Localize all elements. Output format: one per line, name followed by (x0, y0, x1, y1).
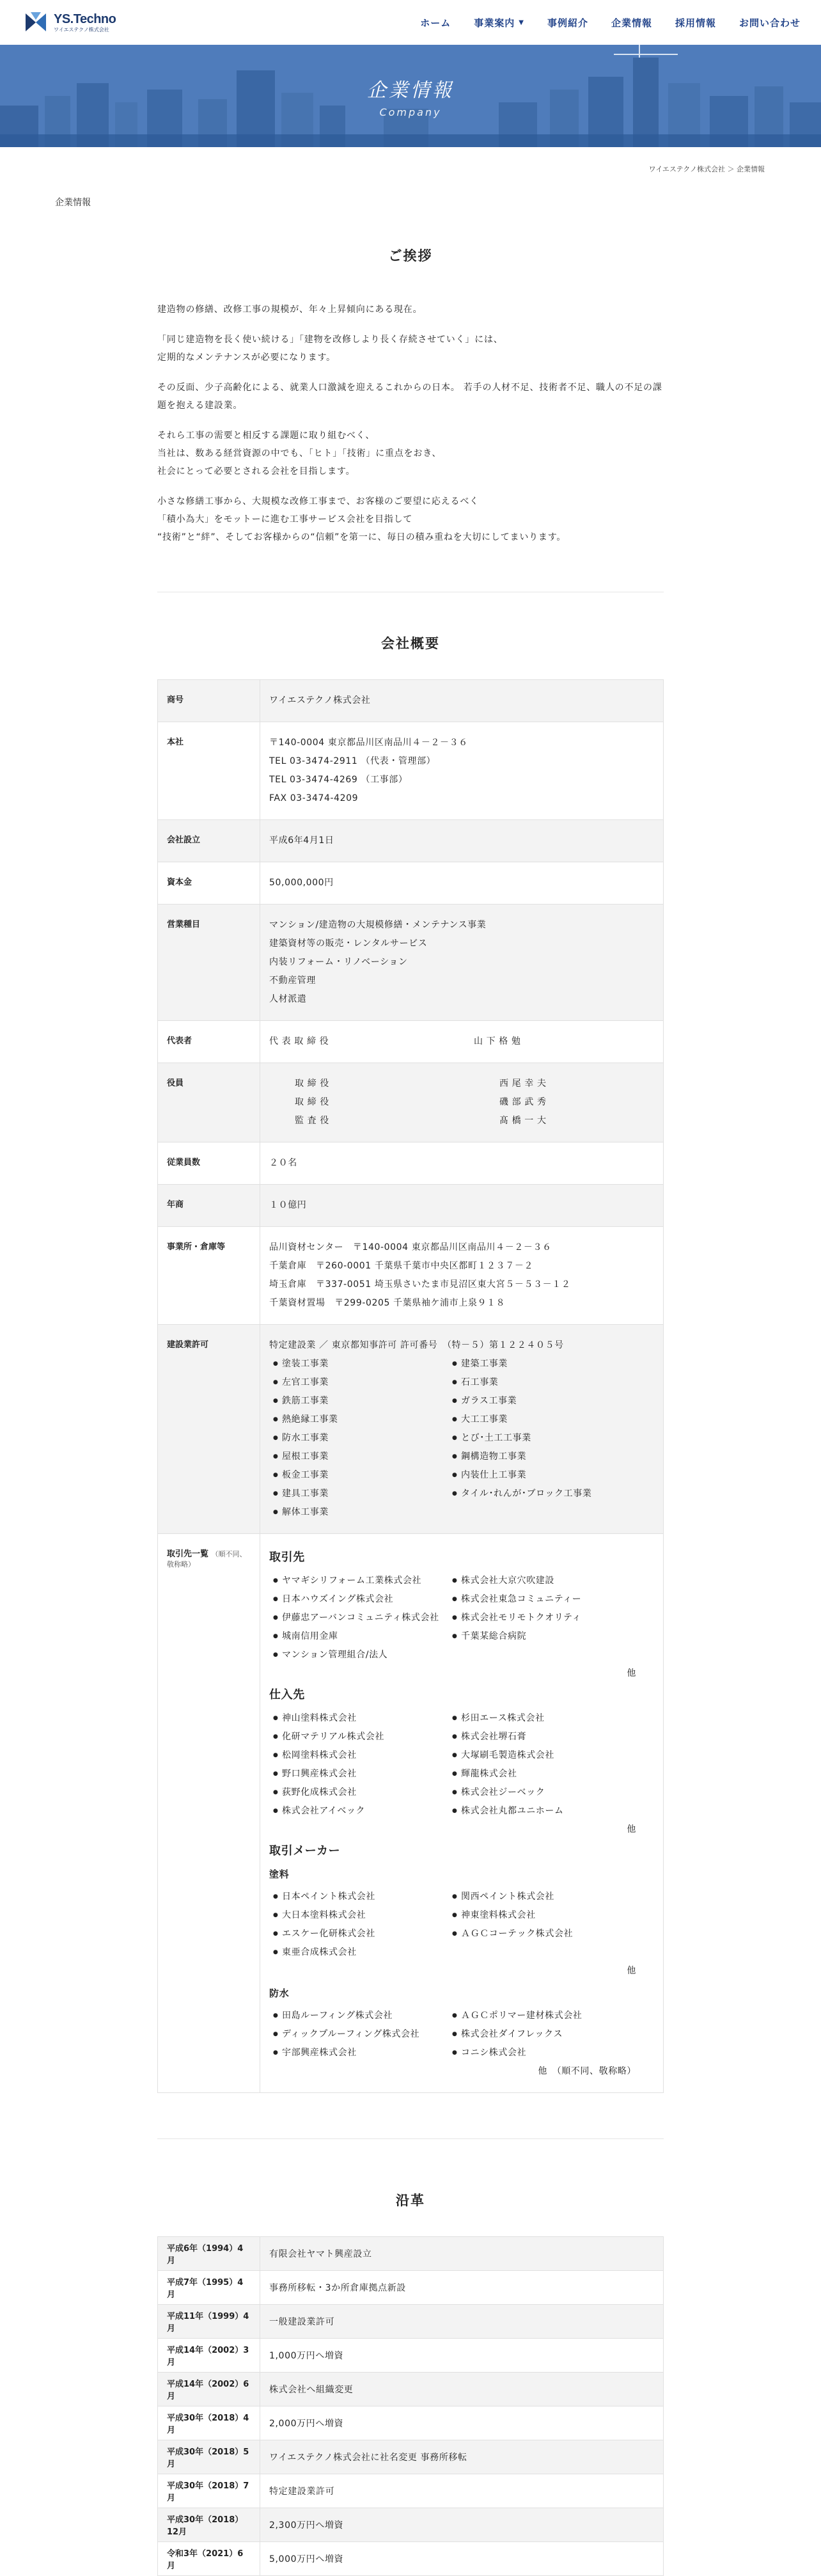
table-row (158, 1534, 664, 2093)
logo-subtitle: ワイエステクノ株式会社 (54, 26, 109, 33)
partners-value (260, 1534, 664, 2093)
table-row (158, 905, 664, 1021)
history-date: 平成14年（2002）3月 (158, 2339, 260, 2373)
row-label: 事業所・倉庫等 (158, 1227, 260, 1325)
etc-note: 他 (627, 1824, 636, 1835)
table-row (158, 722, 664, 820)
paint-list-right: ● 関西ペイント株式会社 ● 神東塗料株式会社 ● ＡＧＣコーテック株式会社 (448, 1888, 654, 1962)
main-nav (420, 16, 801, 29)
waterproof-list-right: ● ＡＧＣポリマー建材株式会社 ● 株式会社ダイフレックス ● コニシ株式会社 (448, 2007, 654, 2062)
table-row (158, 2271, 664, 2305)
table-row (158, 2373, 664, 2406)
greeting-paragraph: 小さな修繕工事から、大規模な改修工事まで、お客様のご要望に応えるべく 「積小為大」をモットーに進む工事サービス会社を目指して “技術”と“絆”、そしてお客様からの“信頼”を第一に、毎日の積み重ねを大切にしてまいります。 (157, 496, 567, 542)
hero-banner (0, 45, 821, 147)
table-row (158, 1142, 664, 1185)
etc-note: 他 (627, 1966, 636, 1976)
overview-title: 会社概要 (381, 636, 440, 651)
table-row (158, 2237, 664, 2271)
table-row (158, 680, 664, 722)
row-label: 年商 (158, 1185, 260, 1227)
history-date: 平成11年（1999）4月 (158, 2305, 260, 2339)
history-date: 平成6年（1994）4月 (158, 2237, 260, 2271)
history-date: 令和3年（2021）6月 (158, 2542, 260, 2576)
nav-company[interactable]: 企業情報 (611, 17, 652, 29)
hero-subtitle: Company (379, 106, 442, 118)
etc-note: 他 (627, 1668, 636, 1679)
table-row (158, 2406, 664, 2440)
breadcrumb[interactable]: ワイエステクノ株式会社 ＞ 企業情報 (648, 165, 765, 173)
offices-value: 品川資材センター 〒140-0004 東京都品川区南品川４－２－３６ 千葉倉庫 〒260-0001 千葉県千葉市中央区都町１２３７－２ 埼玉倉庫 〒337-0051 埼玉県さいたま市見沼区東大宮５－５３－１２ 千葉資材置場 〒299-0205 千葉県袖ケ浦市上泉９１８ (260, 1227, 664, 1325)
capital-value: 50,000,000円 (260, 862, 664, 905)
table-row (158, 1227, 664, 1325)
suppliers-list-right: ● 杉田エース株式会社 ● 株式会社堺石膏 ● 大塚刷毛製造株式会社 ● 輝龍株式会社 ● 株式会社ジーベック ● 株式会社丸都ユニホーム (448, 1709, 654, 1821)
officers-value: 取 締 役 西 尾 幸 夫 取 締 役 磯 部 武 秀 監 査 役 髙 橋 一 大 (260, 1063, 664, 1142)
table-row (158, 2474, 664, 2508)
chevron-down-icon: ▼ (519, 19, 524, 26)
nav-home[interactable]: ホーム (420, 17, 451, 29)
history-event: ワイエステクノ株式会社に社名変更 事務所移転 (260, 2440, 664, 2474)
overview-section (157, 592, 664, 2139)
row-label: 本社 (158, 722, 260, 820)
waterproof-list-left: ● 田島ルーフィング株式会社 ● ディックプルーフィング株式会社 ● 宇部興産株式会社 (269, 2007, 448, 2062)
clients-list-left: ● ヤマギシリフォーム工業株式会社 ● 日本ハウズイング株式会社 ● 伊藤忠アーバンコミュニティ株式会社 ● 城南信用金庫 ● マンション管理組合/法人 (269, 1572, 448, 1664)
table-row (158, 2542, 664, 2576)
history-event: 1,000万円へ増資 (260, 2339, 664, 2373)
table-row (158, 2339, 664, 2373)
clients-title: 取引先 (269, 1551, 305, 1564)
row-label: 建設業許可 (158, 1325, 260, 1534)
history-date: 平成30年（2018）12月 (158, 2508, 260, 2542)
business-value: マンション/建造物の大規模修繕・メンテナンス事業 建築資材等の販売・レンタルサービス 内装リフォーム・リノベーション 不動産管理 人材派遣 (260, 905, 664, 1021)
history-event: 2,300万円へ増資 (260, 2508, 664, 2542)
history-date: 平成30年（2018）5月 (158, 2440, 260, 2474)
history-event: 特定建設業許可 (260, 2474, 664, 2508)
history-event: 事務所移転・3か所倉庫拠点新設 (260, 2271, 664, 2305)
main-content (157, 209, 664, 2576)
site-header (0, 0, 821, 45)
greeting-section (157, 209, 664, 592)
paint-list-left: ● 日本ペイント株式会社 ● 大日本塗料株式会社 ● エスケー化研株式会社 ● 東亜合成株式会社 (269, 1888, 448, 1962)
nav-cases[interactable]: 事例紹介 (547, 17, 588, 29)
suppliers-title: 仕入先 (269, 1688, 305, 1702)
history-section (157, 2139, 664, 2576)
license-value: 特定建設業 ／ 東京都知事許可 許可番号 （特－５）第１２２４０５号 ● 塗装工事業 ● 左官工事業 ● 鉄筋工事業 ● 熱絶縁工事業 ● 防水工事業 ● 屋根工事業 ● 板金工事業 ● 建具工事業 ● 解体工事業 ● 建築工事業 ● 石工事業 ● ガラス工事業 ● 大工工事業 ● とび･土工工事業 ● 鋼構造物工事業 ● 内装仕上工事業 ● タイル･れんが･ブロック工事業 (260, 1325, 664, 1534)
row-label: 商号 (158, 680, 260, 722)
table-row (158, 2440, 664, 2474)
history-date: 平成7年（1995）4月 (158, 2271, 260, 2305)
table-row (158, 862, 664, 905)
nav-recruit[interactable]: 採用情報 (675, 17, 716, 29)
history-event: 株式会社へ組織変更 (260, 2373, 664, 2406)
history-title: 沿革 (396, 2193, 425, 2208)
table-row (158, 2305, 664, 2339)
paint-title: 塗料 (269, 1869, 290, 1880)
page-label: 企業情報 (55, 198, 91, 208)
table-row (158, 1185, 664, 1227)
greeting-paragraph: 建造物の修繕、改修工事の規模が、年々上昇傾向にある現在。 (157, 304, 423, 315)
history-date: 平成30年（2018）7月 (158, 2474, 260, 2508)
sales-value: １０億円 (260, 1185, 664, 1227)
history-date: 平成30年（2018）4月 (158, 2406, 260, 2440)
table-row (158, 820, 664, 862)
license-list-right: ● 建築工事業 ● 石工事業 ● ガラス工事業 ● 大工工事業 ● とび･土工工事業 ● 鋼構造物工事業 ● 内装仕上工事業 ● タイル･れんが･ブロック工事業 (448, 1355, 654, 1522)
hero-title: 企業情報 (367, 79, 454, 102)
head-office-value: 〒140-0004 東京都品川区南品川４－２－３６ TEL 03-3474-2911 （代表・管理部） TEL 03-3474-4269 （工事部） FAX 03-3474-4209 (260, 722, 664, 820)
employees-value: ２０名 (260, 1142, 664, 1185)
row-label: 会社設立 (158, 820, 260, 862)
greeting-paragraph: それら工事の需要と相反する課題に取り組むべく、 当社は、数ある経営資源の中でも、「ヒト」「技術」に重点をおき、 社会にとって必要とされる会社を目指します。 (157, 431, 442, 477)
established-value: 平成6年4月1日 (260, 820, 664, 862)
history-event: 5,000万円へ増資 (260, 2542, 664, 2576)
representative-value: 代 表 取 締 役 山 下 格 勉 (260, 1021, 664, 1063)
table-row (158, 1063, 664, 1142)
suppliers-list-left: ● 神山塗料株式会社 ● 化研マテリアル株式会社 ● 松岡塗料株式会社 ● 野口興産株式会社 ● 荻野化成株式会社 ● 株式会社アイベック (269, 1709, 448, 1821)
logo-mark-icon (23, 10, 49, 35)
greeting-paragraph: その反面、少子高齢化による、就業人口激減を迎えるこれからの日本。 若手の人材不足、技術者不足、職人の不足の課題を抱える建設業。 (157, 383, 662, 411)
row-label: 営業種目 (158, 905, 260, 1021)
row-label: 役員 (158, 1063, 260, 1142)
history-event: 2,000万円へ増資 (260, 2406, 664, 2440)
greeting-body (157, 301, 664, 546)
history-event: 一般建設業許可 (260, 2305, 664, 2339)
license-list-left: ● 塗装工事業 ● 左官工事業 ● 鉄筋工事業 ● 熱絶縁工事業 ● 防水工事業 ● 屋根工事業 ● 板金工事業 ● 建具工事業 ● 解体工事業 (269, 1355, 448, 1522)
table-row (158, 1325, 664, 1534)
nav-contact[interactable]: お問い合わせ (739, 17, 801, 29)
table-row (158, 2508, 664, 2542)
row-label: 取引先一覧 （順不同、敬称略） (158, 1534, 260, 2093)
waterproof-title: 防水 (269, 1987, 290, 1999)
final-etc-note: 他 （順不同、敬称略） (538, 2066, 636, 2076)
trade-name-value: ワイエステクノ株式会社 (260, 680, 664, 722)
company-overview-table (157, 679, 664, 2093)
row-label: 従業員数 (158, 1142, 260, 1185)
history-event: 有限会社ヤマト興産設立 (260, 2237, 664, 2271)
greeting-title: ご挨拶 (388, 248, 433, 264)
makers-title: 取引メーカー (269, 1844, 341, 1858)
greeting-paragraph: 「同じ建造物を長く使い続ける」「建物を改修しより長く存続させていく」には、 定期的なメンテナンスが必要になります。 (157, 335, 503, 363)
history-table (157, 2236, 664, 2576)
site-logo[interactable] (23, 10, 116, 35)
history-date: 平成14年（2002）6月 (158, 2373, 260, 2406)
logo-name: YS.Techno (54, 12, 116, 26)
row-label: 代表者 (158, 1021, 260, 1063)
nav-business[interactable]: 事業案内 ▼ (474, 17, 524, 29)
row-label: 資本金 (158, 862, 260, 905)
clients-list-right: ● 株式会社大京穴吹建設 ● 株式会社東急コミュニティー ● 株式会社モリモトクオリティ ● 千葉某総合病院 (448, 1572, 654, 1664)
table-row (158, 1021, 664, 1063)
